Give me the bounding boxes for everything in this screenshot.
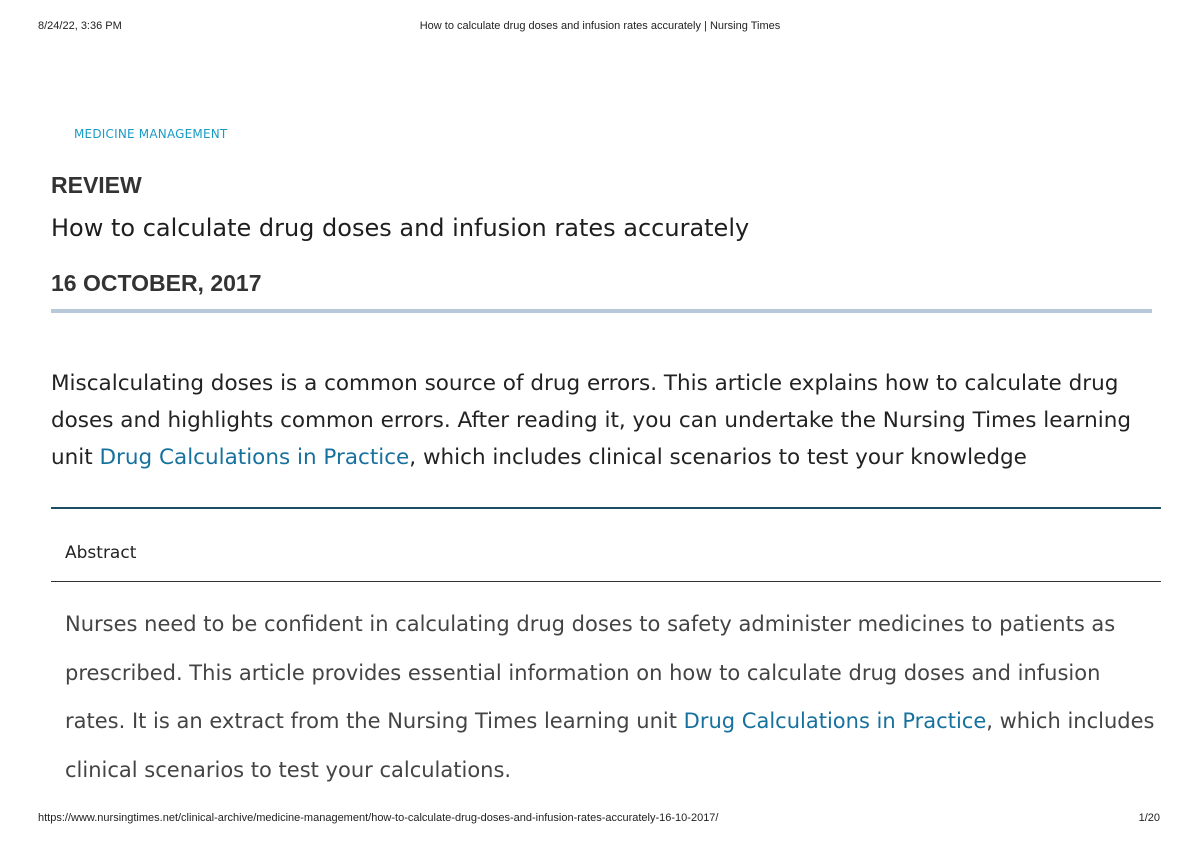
article-date: 16 OCTOBER, 2017 <box>51 270 262 296</box>
print-footer <box>0 812 1200 828</box>
print-header <box>0 20 1200 36</box>
category-link[interactable]: MEDICINE MANAGEMENT <box>74 127 228 141</box>
abstract-text-end: , which includes clinical scenarios to test your calculations. <box>65 709 1155 782</box>
print-page-title: How to calculate drug doses and infusion rates accurately | Nursing Times <box>419 20 781 32</box>
abstract-heading: Abstract <box>65 543 137 563</box>
article-title: How to calculate drug doses and infusion rates accurately <box>51 214 750 242</box>
standfirst-text-end: , which includes clinical scenarios to test your knowledge <box>409 445 1027 470</box>
page-indicator: 1/20 <box>1138 812 1160 824</box>
divider <box>51 581 1161 582</box>
article-type: REVIEW <box>51 172 142 198</box>
abstract-body <box>65 600 1165 794</box>
drug-calculations-link[interactable]: Drug Calculations in Practice <box>99 445 410 470</box>
divider <box>51 309 1152 313</box>
divider <box>51 507 1161 509</box>
print-datetime: 8/24/22, 3:36 PM <box>38 20 122 32</box>
standfirst-text: Miscalculating doses is a common source of drug errors. This article explains how to calculate drug doses and highlights common errors. After reading it, you can undertake the Nursing Times learning unit <box>51 371 1131 470</box>
print-url: https://www.nursingtimes.net/clinical-archive/medicine-management/how-to-calculate-drug-doses-and-infusion-rates-accurately-16-10-2017/ <box>38 812 719 824</box>
drug-calculations-link[interactable]: Drug Calculations in Practice <box>683 709 987 733</box>
abstract-text: Nurses need to be confident in calculating drug doses to safety administer medicines to patients as prescribed. This article provides essential information on how to calculate drug doses and infusion rates. It is an extract from the Nursing Times learning unit <box>65 612 1116 733</box>
standfirst <box>51 365 1171 476</box>
